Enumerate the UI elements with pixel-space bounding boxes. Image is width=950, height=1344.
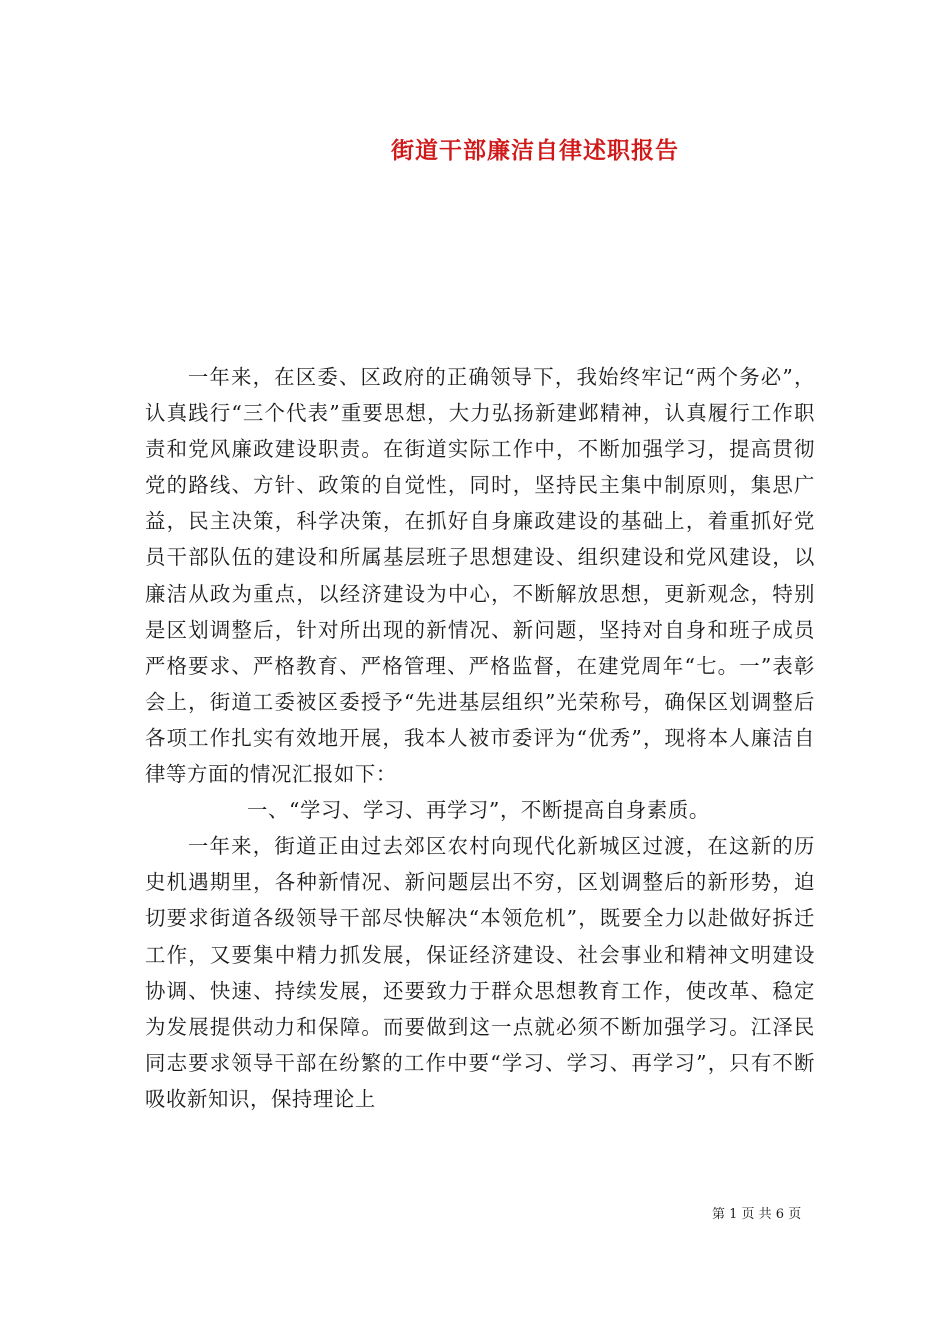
paragraph-section-1: 一年来，街道正由过去郊区农村向现代化新城区过渡，在这新的历史机遇期里，各种新情况、新问题层出不穷，区划调整后的新形势，迫切要求街道各级领导干部尽快解决“本领危机”，既要全力以赴做好拆迁工作，又要集中精力抓发展，保证经济建设、社会事业和精神文明建设协调、快速、持续发展，还要致力于群众思想教育工作，使改革、稳定为发展提供动力和保障。而要做到这一点就必须不断加强学习。江泽民同志要求领导干部在纷繁的工作中要“学习、学习、再学习”，只有不断吸收新知识，保持理论上 bbox=[145, 834, 815, 1111]
section-heading-1: 一、“学习、学习、再学习”，不断提高自身素质。 bbox=[247, 798, 710, 823]
page-number-footer: 第 1 页 共 6 页 bbox=[712, 1207, 802, 1222]
document-body bbox=[145, 359, 815, 1117]
paragraph-intro: 一年来，在区委、区政府的正确领导下，我始终牢记“两个务必”，认真践行“三个代表”重要思想，大力弘扬新建邺精神，认真履行工作职责和党风廉政建设职责。在街道实际工作中，不断加强学习，提高贯彻党的路线、方针、政策的自觉性，同时，坚持民主集中制原则，集思广益，民主决策，科学决策，在抓好自身廉政建设的基础上，着重抓好党员干部队伍的建设和所属基层班子思想建设、组织建设和党风建设，以廉洁从政为重点，以经济建设为中心，不断解放思想，更新观念，特别是区划调整后，针对所出现的新情况、新问题，坚持对自身和班子成员严格要求、严格教育、严格管理、严格监督，在建党周年“七。一”表彰会上，街道工委被区委授予“先进基层组织”光荣称号，确保区划调整后各项工作扎实有效地开展，我本人被市委评为“优秀”，现将本人廉洁自律等方面的情况汇报如下： bbox=[145, 365, 815, 787]
page-title: 街道干部廉洁自律述职报告 bbox=[391, 137, 679, 164]
